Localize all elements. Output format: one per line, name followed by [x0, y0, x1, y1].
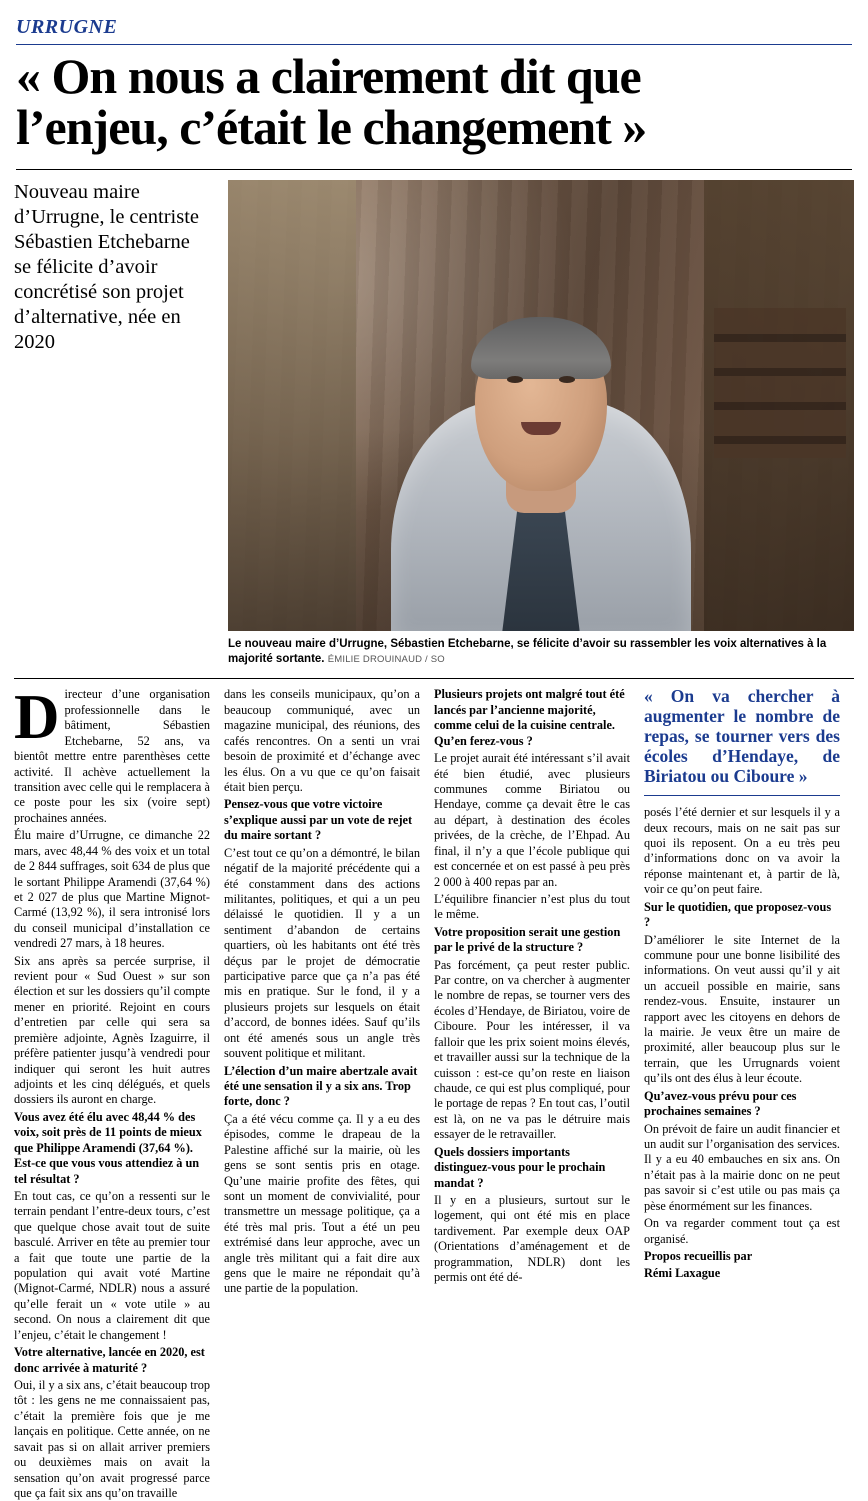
headline-line-2: l’enjeu, c’était le changement »: [16, 99, 647, 155]
photo-caption-text: Le nouveau maire d’Urrugne, Sébastien Etchebarne, se félicite d’avoir su rassembler les voix alternatives à la majorité sortante.: [228, 638, 827, 665]
question: Votre alternative, lancée en 2020, est donc arrivée à maturité ?: [14, 1345, 205, 1375]
photo-eye-left: [507, 376, 523, 383]
kicker-divider: [16, 44, 852, 45]
answer: D’améliorer le site Internet de la commune pour une bonne lisibilité des informations. On veut aussi qu’il y ait un accueil possible en mairie, sans rendez-vous. Ensuite, instaurer un rapport avec les citoyens en dehors de la mairie. Je veux être un maire de proximité, aller beaucoup plus sur le terrain, que les Urrugnards voient qu’ils ont des élus à leur écoute.: [644, 932, 840, 1086]
section-kicker: URRUGNE: [16, 16, 118, 38]
column-3: [434, 687, 630, 1501]
headline-line-1: « On nous a clairement dit que: [16, 48, 641, 104]
photo-credit: ÉMILIE DROUINAUD / SO: [327, 653, 445, 665]
question: L’élection d’un maire abertzale avait été une sensation il y a six ans. Trop forte, donc ?: [224, 1063, 418, 1109]
article-columns: [14, 678, 854, 1501]
paragraph: dans les conseils municipaux, qu’on a beaucoup communiqué, avec un magazine municipal, des réunions, des cafés rencontres. On a senti un vrai besoin de proximité et d’échange avec les élus. On a vu que ce qu’on faisait était bien perçu.: [224, 687, 420, 794]
article-photo: [228, 180, 854, 631]
question: Pensez-vous que votre victoire s’explique aussi par un vote de rejet du maire sortant ?: [224, 797, 413, 843]
answer: Le projet aurait été intéressant s’il avait été bien étudié, avec plusieurs communes comme Biriatou ou Hendaye, comme ça devait être le cas au départ, à destination des écoles privées, de la crèche, de l’Ehpad. Au final, il n’y a que l’école publique qui est concernée et on est passé à peu près 2 000 à 400 repas par an.: [434, 751, 630, 889]
answer: C’est tout ce qu’on a démontré, le bilan négatif de la majorité précédente qui a été constamment dans des actions militantes, politiques, et qui a un peu délaissé le quotidien. Il y a un sentiment d’abandon de certains quartiers, où les habitants ont été très déçus par le projet de démocratie participative parce que ça n’a pas été mis en pratique. Sur le fond, il y a plusieurs projets sur lesquels on était d’accord, de bonnes idées. Sauf qu’ils ont été amenés sous un angle très souvent politique et militant.: [224, 845, 420, 1061]
byline-author: Rémi Laxague: [644, 1266, 721, 1281]
standfirst: Nouveau maire d’Urrugne, le centriste Sébastien Etchebarne se félicite d’avoir concrétisé son projet d’alternative, née en 2020: [14, 181, 199, 353]
paragraph: Élu maire d’Urrugne, ce dimanche 22 mars, avec 48,44 % des voix et un total de 2 844 suffrages, soit 634 de plus que le sortant Philippe Aramendi (37,64 %) et 2 027 de plus que Martine Mignot-Carmé (13,92 %), il sera intronisé lors du conseil municipal d’installation ce vendredi 27 mars, à 18 heures.: [14, 828, 210, 951]
answer: En tout cas, ce qu’on a ressenti sur le terrain pendant l’entre-deux tours, c’est que quelque chose avait tout de suite basculé. Arriver en tête au premier tour a fait que toute une partie de la population qui avait voté Martine (Mignot-Carmé, NDLR) nous a assuré qu’elle ferait un « vote utile » au second. On nous a clairement dit que l’enjeu, c’était le changement !: [14, 1188, 210, 1342]
photo-subject: [391, 381, 691, 631]
photo-shelf: [714, 308, 846, 458]
headline-divider: [16, 169, 852, 170]
answer: Pas forcément, ça peut rester public. Par contre, on va chercher à augmenter le nombre de repas, se tourner vers des écoles d’Hendaye, de Biriatou, voire de Ciboure. Pour les intéresser, il va falloir que les prix soient moins élevés, et travailler aussi sur la technique de la cuisson : est-ce qu’on reste en liaison chaude, ce qui est plus compliqué, pour le portage de repas ? En tout cas, l’outil est là, on ne va pas le détruire mais essayer de le retravailler.: [434, 957, 630, 1142]
column-1: [14, 682, 211, 1501]
column-2: [224, 687, 420, 1501]
answer: On va regarder comment tout ça est organisé.: [644, 1216, 840, 1246]
question: Qu’avez-vous prévu pour ces prochaines semaines ?: [644, 1088, 797, 1119]
column-4: [644, 687, 840, 1501]
answer: Il y en a plusieurs, surtout sur le logement, qui ont été mis en place tardivement. Par exemple deux OAP (Orientations d’aménagement et de programmation, NDLR) dont les permis ont été dé-: [434, 1192, 630, 1285]
paragraph: posés l’été dernier et sur lesquels il y a deux recours, mais on ne sait pas sur quoi ils reposent. On a eu très peu d’informations donc on va avoir la réponse maintenant et, à partir de là, voir ce qu’on peut faire.: [644, 805, 840, 897]
lede-block: [14, 180, 854, 666]
answer: Ça a été vécu comme ça. Il y a eu des épisodes, comme le drapeau de la Palestine affiché sur la mairie, où les gens se sont sentis pris en otage. Qu’une mairie profite des fêtes, qui sont un moment de convivialité, pour transmettre un message politique, ça a été très mal pris. Tout a été un peu extrémisé dans leur approche, avec un angle très militant qui a fait dire aux gens que le maire ne répondait qu’à une partie de la population.: [224, 1111, 420, 1296]
question: Quels dossiers importants distinguez-vous pour le prochain mandat ?: [434, 1144, 606, 1190]
paragraph: Six ans après sa percée surprise, il revient pour « Sud Ouest » sur son élection et sur les dossiers qu’il compte mener en priorité. Rejoint en cours d’entretien par celle qui sera sa première adjointe, Agnès Izaguirre, il préfère patienter jusqu’à vendredi pour indiquer qui seront les huit autres adjoints et les cinq délégués, et quels dossiers ils auront en charge.: [14, 953, 210, 1107]
photo-wall-left: [228, 180, 356, 631]
page-title: [16, 48, 852, 155]
question: Votre proposition serait une gestion par le privé de la structure ?: [434, 924, 621, 955]
answer: On prévoit de faire un audit financier et un audit sur l’organisation des services. Il y a eu 40 embauches en six ans. On n’était pas à la mairie donc on ne peut pas savoir si c’est utile ou pas mais ça pèse énormément sur les finances.: [644, 1121, 840, 1213]
question: Vous avez été élu avec 48,44 % des voix, soit près de 11 points de mieux que Philippe Aramendi (37,64 %). Est-ce que vous vous attendiez à un tel résultat ?: [14, 1109, 202, 1186]
answer: L’équilibre financier n’est plus du tout le même.: [434, 891, 630, 922]
question: Plusieurs projets ont malgré tout été lancés par l’ancienne majorité, comme celui de la cuisine centrale. Qu’en ferez-vous ?: [434, 687, 625, 748]
lead-paragraph: Directeur d’une organisation professionnelle dans le bâtiment, Sébastien Etchebarne, 52 ans, va bientôt mettre entre parenthèses cette activité. Il achève actuellement la transition avec celle qui le remplacera à ce poste pour les six (voire sept) prochaines années.: [14, 682, 210, 825]
question: Sur le quotidien, que proposez-vous ?: [644, 899, 832, 930]
photo-column: [228, 180, 854, 666]
photo-caption: [228, 637, 854, 666]
byline-prefix: Propos recueillis par: [644, 1248, 753, 1263]
photo-eye-right: [559, 376, 575, 383]
pull-quote: « On va chercher à augmenter le nombre de repas, se tourner vers des écoles d’Hendaye, de Biriatou ou Ciboure »: [644, 687, 840, 796]
answer: Oui, il y a six ans, c’était beaucoup trop tôt : les gens ne me connaissaient pas, c’était la première fois que je me lançais en politique. Cette année, on ne savait pas si on allait arriver premiers ou deuxièmes mais on avait la sensation qu’on avait progressé parce que ça fait six ans qu’on travaille: [14, 1378, 211, 1500]
